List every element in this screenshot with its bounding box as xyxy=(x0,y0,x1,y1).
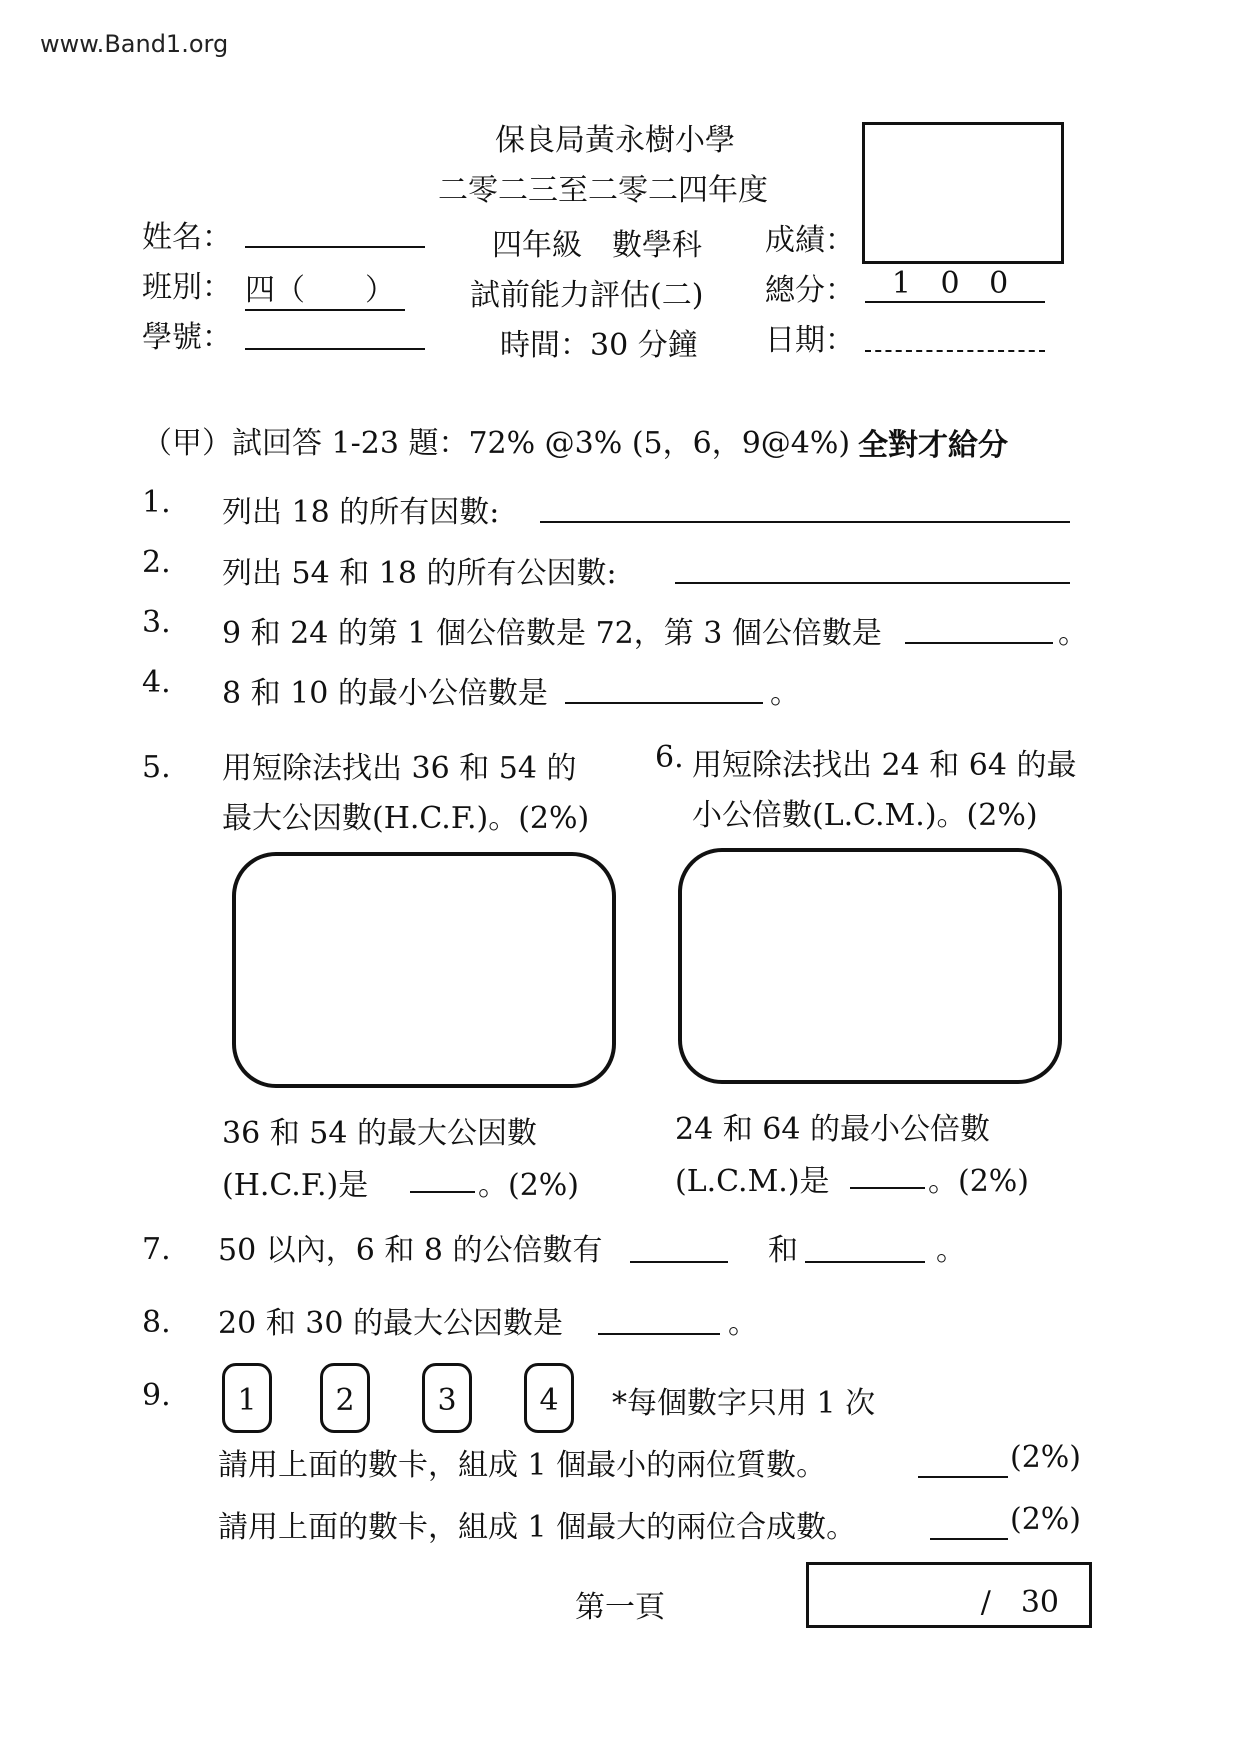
q4-end: 。 xyxy=(770,676,800,711)
q3-answer-line[interactable] xyxy=(905,617,1053,644)
q2-number: 2. xyxy=(142,545,171,580)
q6-work-box[interactable] xyxy=(678,848,1062,1084)
q5-answer-label: 36 和 54 的最大公因數 xyxy=(222,1116,537,1151)
q4-answer-line[interactable] xyxy=(565,677,763,704)
q7-mid: 和 xyxy=(768,1233,798,1268)
name-field[interactable] xyxy=(245,222,425,248)
q2-text: 列出 54 和 18 的所有公因數: xyxy=(222,556,617,591)
date-label: 日期： xyxy=(765,323,855,358)
total-label: 總分： xyxy=(765,273,855,308)
section-title: （甲）試回答 1-23 題：72% @3% (5，6，9@4%) xyxy=(142,426,851,461)
q9-number: 9. xyxy=(142,1378,171,1413)
q5-number: 5. xyxy=(142,750,171,785)
q5-answer-suffix: 。(2%) xyxy=(478,1168,580,1203)
q9-answer-line-1[interactable] xyxy=(918,1452,1008,1478)
q3-number: 3. xyxy=(142,605,171,640)
number-card-2: 2 xyxy=(320,1363,370,1433)
q7-number: 7. xyxy=(142,1232,171,1267)
student-no-label: 學號： xyxy=(142,320,232,355)
q2-answer-line[interactable] xyxy=(675,557,1070,584)
q6-answer-suffix: 。(2%) xyxy=(928,1164,1030,1199)
grade-subject: 四年級 數學科 xyxy=(492,228,702,263)
q8-answer-line[interactable] xyxy=(598,1308,720,1335)
score-label: 成績： xyxy=(765,223,855,258)
q5-line2: 最大公因數(H.C.F.)。(2%) xyxy=(222,801,590,836)
q7-end: 。 xyxy=(936,1233,966,1268)
number-card-1: 1 xyxy=(222,1363,272,1433)
school-year: 二零二三至二零二四年度 xyxy=(438,173,768,208)
q6-number: 6. xyxy=(655,740,684,775)
class-label: 班別： xyxy=(142,270,232,305)
date-field[interactable] xyxy=(865,324,1045,352)
q4-text: 8 和 10 的最小公倍數是 xyxy=(222,676,548,711)
q5-work-box[interactable] xyxy=(232,852,616,1088)
q1-number: 1. xyxy=(142,485,171,520)
number-card-4: 4 xyxy=(524,1363,574,1433)
q6-answer-line[interactable] xyxy=(850,1162,925,1189)
page-score-text: / 30 xyxy=(980,1585,1059,1620)
class-field[interactable]: 四（ ） xyxy=(245,265,405,311)
q8-text: 20 和 30 的最大公因數是 xyxy=(218,1306,563,1341)
q5-line1: 用短除法找出 36 和 54 的 xyxy=(222,751,577,786)
q8-end: 。 xyxy=(728,1306,758,1341)
number-card-3: 3 xyxy=(422,1363,472,1433)
q6-answer-label: 24 和 64 的最小公倍數 xyxy=(675,1112,990,1147)
q9-line1: 請用上面的數卡，組成 1 個最小的兩位質數。 xyxy=(218,1448,827,1483)
q8-number: 8. xyxy=(142,1305,171,1340)
score-box[interactable] xyxy=(862,122,1064,264)
q1-answer-line[interactable] xyxy=(540,496,1070,523)
name-label: 姓名： xyxy=(142,220,232,255)
q6-line2: 小公倍數(L.C.M.)。(2%) xyxy=(692,798,1038,833)
page-score-box[interactable] xyxy=(806,1562,1092,1628)
q9-note: *每個數字只用 1 次 xyxy=(612,1386,876,1421)
school-name: 保良局黃永樹小學 xyxy=(495,123,735,158)
exam-time: 時間：30 分鐘 xyxy=(500,328,698,363)
watermark-url: www.Band1.org xyxy=(40,30,229,58)
section-note: 全對才給分 xyxy=(858,428,1008,463)
q7-answer-line-2[interactable] xyxy=(805,1236,925,1263)
q9-line2-pct: (2%) xyxy=(1010,1502,1082,1537)
q7-answer-line-1[interactable] xyxy=(630,1236,728,1263)
q5-answer-line[interactable] xyxy=(410,1166,475,1193)
total-value: 1 0 0 xyxy=(865,266,1045,303)
q6-line1: 用短除法找出 24 和 64 的最 xyxy=(692,748,1077,783)
q9-answer-line-2[interactable] xyxy=(930,1514,1008,1540)
q5-answer-prefix: (H.C.F.)是 xyxy=(222,1168,369,1203)
q6-answer-prefix: (L.C.M.)是 xyxy=(675,1164,830,1199)
q7-text: 50 以內，6 和 8 的公倍數有 xyxy=(218,1233,603,1268)
exam-name: 試前能力評估(二) xyxy=(470,278,704,313)
q3-text: 9 和 24 的第 1 個公倍數是 72，第 3 個公倍數是 xyxy=(222,616,882,651)
q9-line1-pct: (2%) xyxy=(1010,1440,1082,1475)
q4-number: 4. xyxy=(142,665,171,700)
q1-text: 列出 18 的所有因數: xyxy=(222,495,500,530)
q3-end: 。 xyxy=(1058,616,1088,651)
student-no-field[interactable] xyxy=(245,322,425,350)
q9-line2: 請用上面的數卡，組成 1 個最大的兩位合成數。 xyxy=(218,1510,857,1545)
page-number: 第一頁 xyxy=(575,1590,665,1625)
